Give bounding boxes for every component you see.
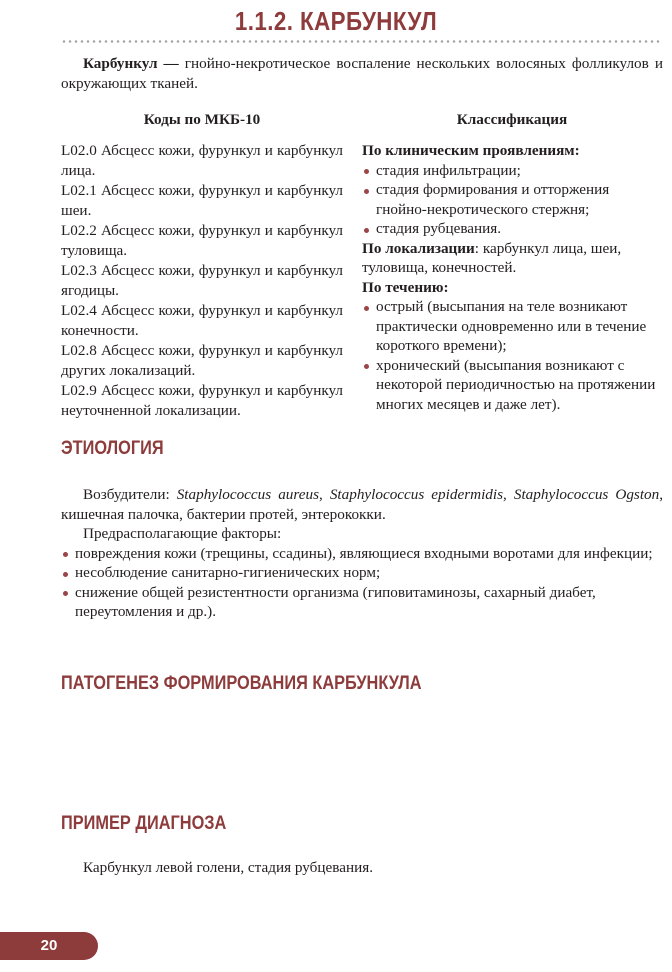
icd-heading: Коды по МКБ-10 — [143, 111, 261, 128]
icd-code: L02.0 Абсцесс кожи, фурункул и карбункул лица. — [61, 142, 343, 179]
title-dotted-divider — [61, 40, 661, 43]
classification-heading: Классификация — [456, 111, 568, 128]
etiology-title: ЭТИОЛОГИЯ — [61, 438, 164, 459]
icd-code: L02.1 Абсцесс кожи, фурункул и карбункул шеи. — [61, 182, 343, 219]
pathogens-suffix: , кишечная палочка, бактерии протей, энтерококки. — [61, 486, 664, 523]
list-item: несоблюдение санитарно-гигиенических норм; — [61, 563, 663, 583]
localization-text: : карбункул лица, шеи, туловища, конечностей. — [362, 239, 622, 276]
separator: , — [503, 486, 514, 503]
course-label: По течению: — [362, 278, 449, 296]
icd-code: L02.2 Абсцесс кожи, фурункул и карбункул туловища. — [61, 222, 343, 259]
course-list — [362, 297, 662, 414]
icd-code: L02.9 Абсцесс кожи, фурункул и карбункул неуточненной локализации. — [61, 382, 343, 419]
icd-code: L02.3 Абсцесс кожи, фурункул и карбункул ягодицы. — [61, 262, 343, 299]
intro-paragraph — [61, 54, 663, 93]
clinical-list — [362, 161, 662, 239]
pathogens-prefix: Возбудители: — [83, 486, 177, 503]
classification-column — [362, 110, 662, 414]
etiology-block — [61, 485, 663, 622]
clinical-label: По клиническим проявлениям: — [362, 142, 580, 159]
pathogen-name: Staphylococcus epidermidis — [329, 486, 504, 503]
list-item: острый (высыпания на теле возникают практически одновременно или в течение короткого времени); — [362, 297, 662, 356]
list-item: снижение общей резистентности организма (гиповитаминозы, сахарный диабет, переутомления и др.). — [61, 583, 663, 622]
intro-term: Карбункул — — [83, 55, 179, 72]
separator: , — [318, 486, 330, 503]
list-item: стадия рубцевания. — [362, 219, 662, 239]
factors-list — [61, 544, 663, 622]
pathogen-name: Staphylococcus aureus — [176, 486, 319, 503]
icd-codes-column — [61, 110, 343, 421]
list-item: стадия инфильтрации; — [362, 161, 662, 181]
pathogens-paragraph — [61, 485, 663, 524]
icd-code: L02.8 Абсцесс кожи, фурункул и карбункул других локализаций. — [61, 342, 343, 379]
localization-paragraph — [362, 239, 662, 278]
intro-definition: гнойно-некротическое воспаление нескольких волосяных фолликулов и окружающих тканей. — [61, 55, 664, 92]
pathogenesis-title: ПАТОГЕНЕЗ ФОРМИРОВАНИЯ КАРБУНКУЛА — [61, 673, 422, 694]
page-title: 1.1.2. КАРБУНКУЛ — [234, 6, 438, 36]
icd-code: L02.4 Абсцесс кожи, фурункул и карбункул конечности. — [61, 302, 343, 339]
pathogen-name: Staphylococcus Ogston — [513, 486, 660, 503]
list-item: стадия формирования и отторжения гнойно-некротического стержня; — [362, 180, 662, 219]
diagnosis-example-text: Карбункул левой голени, стадия рубцевания. — [83, 859, 373, 876]
list-item: хронический (высыпания возникают с некоторой периодичностью на протяжении многих месяцев и даже лет). — [362, 356, 662, 415]
localization-label: По локализации — [362, 239, 475, 257]
factors-intro: Предрасполагающие факторы: — [83, 525, 282, 542]
page-number-tab: 20 — [0, 932, 98, 960]
diagnosis-example-title: ПРИМЕР ДИАГНОЗА — [61, 813, 227, 834]
list-item: повреждения кожи (трещины, ссадины), являющиеся входными воротами для инфекции; — [61, 544, 663, 564]
